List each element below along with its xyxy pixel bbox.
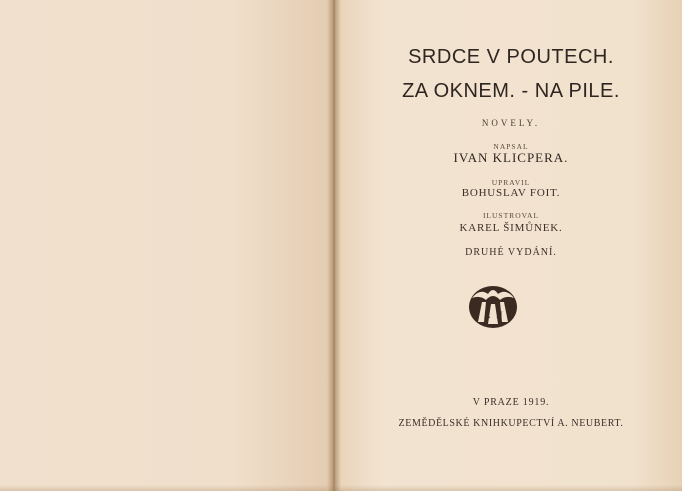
title-line-2: ZA OKNEM. - NA PILE. xyxy=(402,80,620,102)
book-gutter xyxy=(327,0,341,491)
publisher-emblem-icon xyxy=(466,282,520,330)
genre: NOVELY. xyxy=(481,118,541,128)
left-blank-page xyxy=(0,0,333,491)
title-line-1: SRDCE V POUTECH. xyxy=(408,46,614,68)
editor-label: UPRAVIL xyxy=(491,178,531,187)
editor-name: BOHUSLAV FOIT. xyxy=(461,187,561,199)
illustrator-label: ILUSTROVAL xyxy=(482,211,540,220)
author-name: IVAN KLICPERA. xyxy=(453,150,569,165)
page-shadow xyxy=(0,485,682,491)
place-year: V PRAZE 1919. xyxy=(472,397,550,408)
emblem-letter-n: N xyxy=(496,310,503,320)
illustrator-name: KAREL ŠIMŮNEK. xyxy=(459,222,563,234)
author-label: NAPSAL xyxy=(493,142,529,151)
edition: DRUHÉ VYDÁNÍ. xyxy=(465,247,557,258)
emblem-letter-a: A xyxy=(484,310,491,320)
publisher: ZEMĚDĚLSKÉ KNIHKUPECTVÍ A. NEUBERT. xyxy=(398,418,624,429)
